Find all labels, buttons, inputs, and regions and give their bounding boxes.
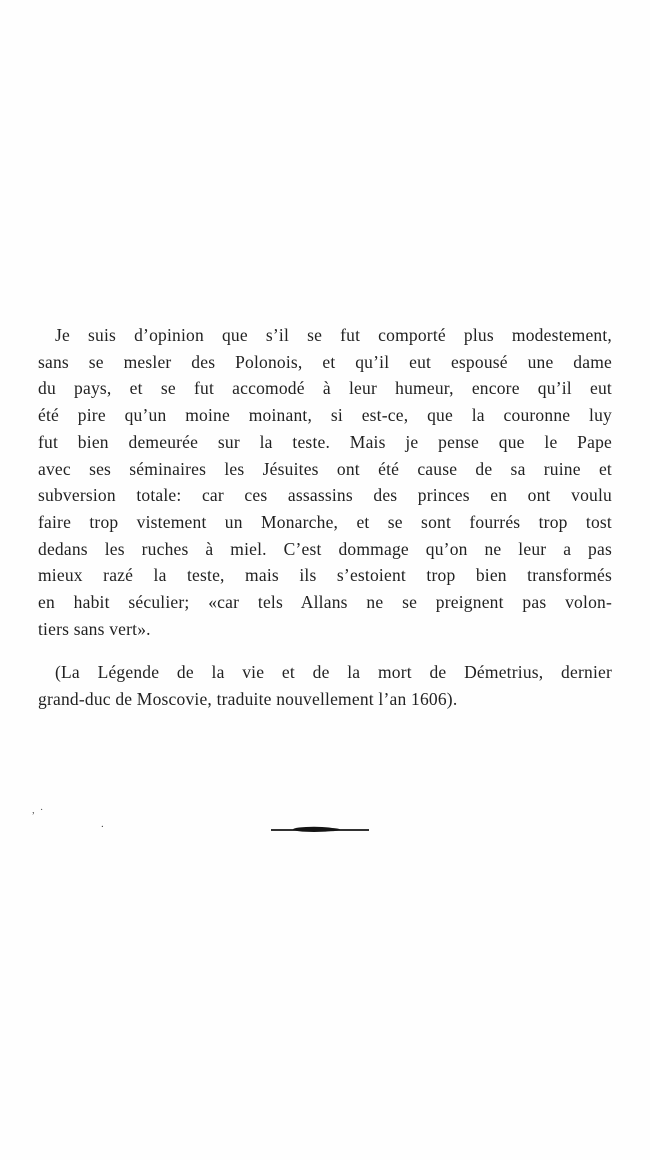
text-line: avec ses séminaires les Jésuites ont été cause de sa ruine et <box>38 458 612 479</box>
text-line: été pire qu’un moine moinant, si est-ce, que la couronne luy <box>38 405 612 426</box>
citation-line: grand-duc de Moscovie, traduite nouvellement l’an 1606). <box>38 689 458 710</box>
text-line: faire trop vistement un Monarche, et se sont fourrés trop tost <box>38 511 612 532</box>
ink-speck: ,· <box>32 804 49 816</box>
ink-speck: . <box>101 818 109 830</box>
text-line: du pays, et se fut accomodé à leur humeur, encore qu’il eut <box>38 378 612 399</box>
main-paragraph <box>38 322 612 642</box>
text-line: tiers sans vert». <box>38 618 151 639</box>
text-block <box>38 322 612 713</box>
text-line: mieux razé la teste, mais ils s’estoient trop bien transformés <box>38 565 612 586</box>
text-line: subversion totale: car ces assassins des princes en ont voulu <box>38 485 612 506</box>
citation-paragraph <box>38 659 612 712</box>
text-line: dedans les ruches à miel. C’est dommage qu’on ne leur a pas <box>38 538 612 559</box>
text-line: fut bien demeurée sur la teste. Mais je pense que le Pape <box>38 431 612 452</box>
citation-line: (La Légende de la vie et de la mort de Démetrius, dernier <box>55 662 612 683</box>
text-line: sans se mesler des Polonois, et qu’il eut espousé une dame <box>38 351 612 372</box>
text-line: Je suis d’opinion que s’il se fut comporté plus modestement, <box>55 325 612 345</box>
text-line: en habit séculier; «car tels Allans ne se preignent pas volon- <box>38 592 612 613</box>
tailpiece-rule <box>270 822 370 836</box>
